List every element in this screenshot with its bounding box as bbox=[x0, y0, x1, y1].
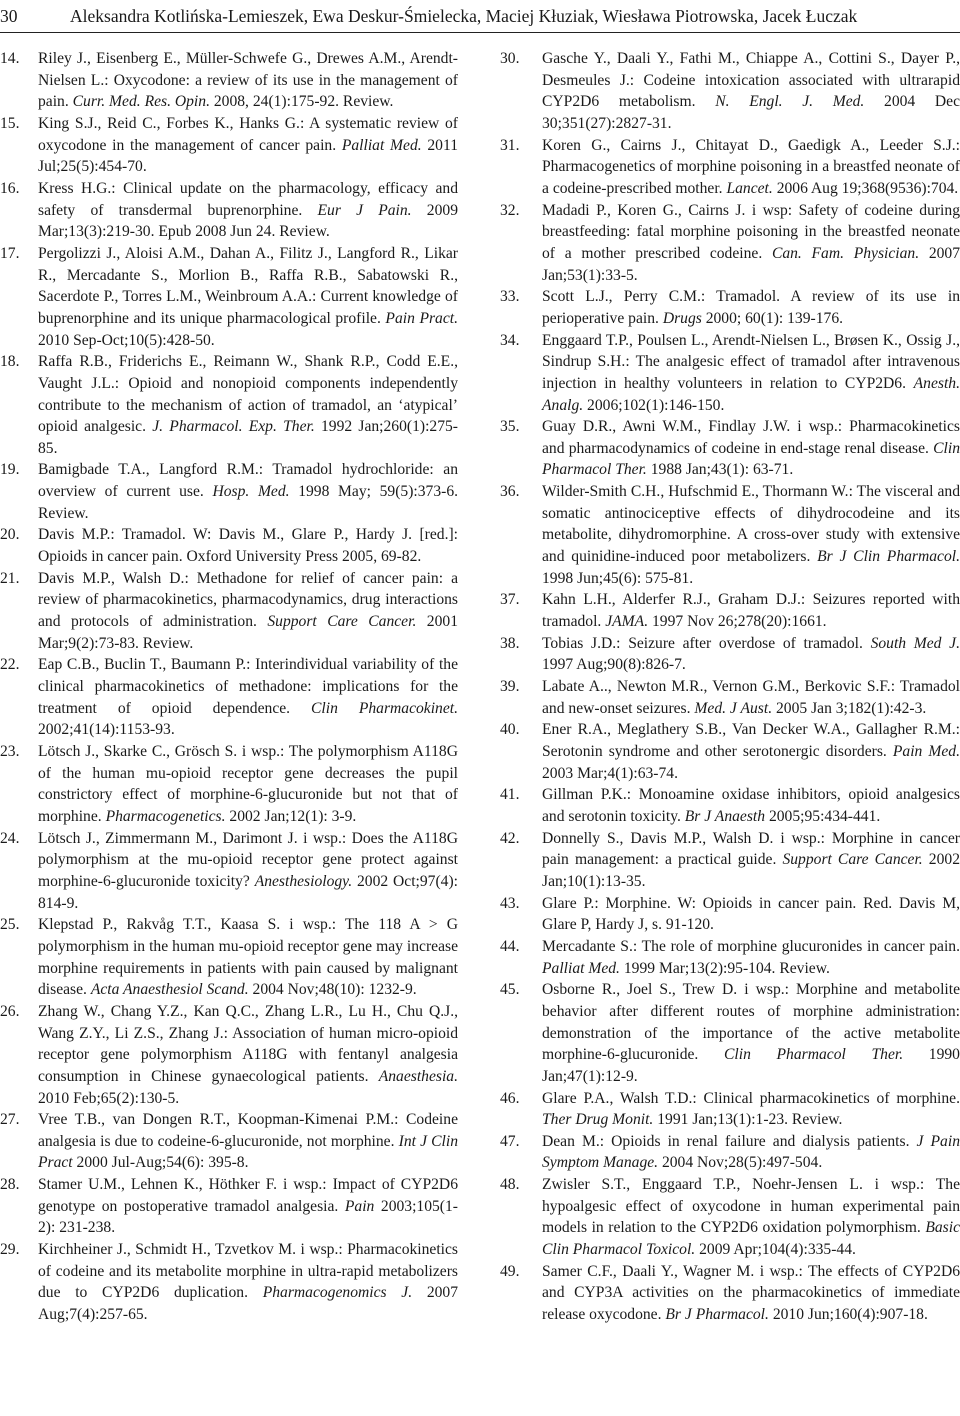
reference-number: 42. bbox=[500, 829, 520, 847]
reference-body: Madadi P., Koren G., Cairns J. i wsp: Safety of codeine during breastfeeding: fatal morphine poisoning in the breastfed neonate of a mother prescribed codeine. bbox=[542, 201, 960, 262]
journal-name: Clin Pharmacol Ther. bbox=[724, 1046, 904, 1064]
reference-text bbox=[542, 676, 960, 719]
reference-number: 45. bbox=[500, 981, 520, 999]
reference-citation: 2003;105(1-2): 231-238. bbox=[38, 1197, 458, 1237]
reference-item bbox=[500, 676, 960, 719]
references-column-right bbox=[500, 48, 960, 1326]
reference-text bbox=[542, 1088, 960, 1131]
journal-name: Acta Anaesthesiol Scand. bbox=[90, 981, 249, 999]
reference-number: 33. bbox=[500, 288, 520, 306]
reference-body: Gasche Y., Daali Y., Fathi M., Chiappe A., Cottini S., Dayer P., Desmeules J.: Codeine intoxication associated with ultrarapid CYP2D6 metabolism. bbox=[542, 50, 960, 111]
reference-number: 36. bbox=[500, 483, 520, 501]
reference-body: Riley J., Eisenberg E., Müller-Schwefe G., Drewes A.M., Arendt-Nielsen L.: Oxycodone: a review of its use in the management of pain. bbox=[38, 50, 458, 111]
journal-name: Clin Pharmacol Ther. bbox=[542, 439, 960, 479]
reference-item bbox=[0, 828, 458, 915]
journal-name: Support Care Cancer. bbox=[782, 851, 923, 869]
reference-body: Raffa R.B., Friderichs E., Reimann W., Shank R.P., Codd E.E., Vaught J.L.: Opioid and nonopioid components independently contribute to the mechanism of action of tramadol, an ‘atypical’ opioid analgesic. bbox=[38, 353, 458, 436]
reference-text bbox=[38, 351, 458, 459]
reference-text bbox=[38, 459, 458, 524]
reference-body: Osborne R., Joel S., Trew D. i wsp.: Morphine and metabolite behavior after different routes of morphine administration: demonstration of the importance of the active metabolite morphine-6-glucuronide. bbox=[542, 981, 960, 1064]
reference-text bbox=[542, 979, 960, 1087]
reference-item bbox=[500, 286, 960, 329]
reference-citation: 2009 Apr;104(4):335-44. bbox=[695, 1241, 856, 1259]
reference-text bbox=[542, 200, 960, 287]
reference-body: Koren G., Cairns J., Chitayat D., Gaedigk A., Leeder S.J.: Pharmacogenetics of morphine poisoning in a breastfed neonate of a codeine-prescribed mother. bbox=[542, 136, 960, 197]
reference-number: 14. bbox=[0, 50, 20, 67]
reference-citation: 1991 Jan;13(1):1-23. Review. bbox=[653, 1111, 843, 1129]
reference-item bbox=[500, 1261, 960, 1326]
reference-citation: 2010 Sep-Oct;10(5):428-50. bbox=[38, 331, 215, 349]
journal-name: Clin Pharmacokinet. bbox=[311, 699, 458, 717]
reference-number: 26. bbox=[0, 1002, 20, 1020]
reference-number: 15. bbox=[0, 114, 20, 132]
reference-item bbox=[500, 330, 960, 417]
running-header bbox=[0, 0, 960, 33]
reference-number: 46. bbox=[500, 1089, 520, 1107]
reference-item bbox=[500, 589, 960, 632]
reference-text bbox=[542, 135, 960, 200]
reference-item bbox=[0, 243, 458, 351]
reference-number: 22. bbox=[0, 656, 20, 674]
journal-name: Ther Drug Monit. bbox=[542, 1111, 654, 1129]
reference-number: 47. bbox=[500, 1132, 520, 1150]
reference-number: 37. bbox=[500, 591, 520, 609]
reference-number: 16. bbox=[0, 179, 20, 197]
reference-item bbox=[0, 459, 458, 524]
reference-item bbox=[500, 979, 960, 1087]
reference-body: King S.J., Reid C., Forbes K., Hanks G.: A systematic review of oxycodone in the management of cancer pain. bbox=[38, 114, 458, 154]
reference-citation: 1988 Jan;43(1): 63-71. bbox=[646, 461, 794, 479]
reference-item bbox=[500, 828, 960, 893]
reference-number: 32. bbox=[500, 201, 520, 219]
journal-name: Palliat Med. bbox=[341, 136, 422, 154]
reference-item bbox=[500, 633, 960, 676]
reference-citation: 2006;102(1):146-150. bbox=[583, 396, 725, 414]
journal-name: Pain bbox=[344, 1197, 375, 1215]
reference-body: Eap C.B., Buclin T., Baumann P.: Interindividual variability of the clinical pharmacokinetics of methadone: implications for the treatment of opioid dependence. bbox=[38, 656, 458, 717]
reference-item bbox=[0, 178, 458, 243]
reference-citation: 2000 Jul-Aug;54(6): 395-8. bbox=[72, 1154, 249, 1172]
reference-text bbox=[542, 330, 960, 417]
reference-number: 31. bbox=[500, 136, 520, 154]
reference-item bbox=[0, 741, 458, 828]
reference-item bbox=[500, 893, 960, 936]
reference-body: Ener R.A., Meglathery S.B., Van Decker W.A., Gallagher R.M.: Serotonin syndrome and other serotonergic disorders. bbox=[542, 721, 960, 760]
reference-item bbox=[500, 1174, 960, 1261]
reference-text bbox=[38, 48, 458, 113]
reference-text bbox=[542, 784, 960, 827]
journal-name: Can. Fam. Physician. bbox=[771, 244, 920, 262]
reference-number: 44. bbox=[500, 937, 520, 955]
reference-citation: 1990 Jan;47(1):12-9. bbox=[542, 1046, 960, 1085]
journal-name: Hosp. Med. bbox=[212, 483, 290, 501]
reference-number: 34. bbox=[500, 331, 520, 349]
reference-body: Wilder-Smith C.H., Hufschmid E., Thormann W.: The visceral and somatic antinociceptive effects of dihydrocodeine and its metabolite, dihydromorphine. A cross-over study with extensive and quinidine-induced poor metabolizers. bbox=[542, 483, 960, 566]
journal-name: South Med J. bbox=[870, 634, 960, 652]
journal-name: J Pain Symptom Manage. bbox=[542, 1132, 960, 1172]
reference-body: Guay D.R., Awni W.M., Findlay J.W. i wsp.: Pharmacokinetics and pharmacodynamics of codeine in end-stage renal disease. bbox=[542, 418, 960, 457]
journal-name: Pharmacogenetics. bbox=[105, 807, 226, 825]
reference-citation: 1998 Jun;45(6): 575-81. bbox=[542, 569, 694, 587]
reference-body: Labate A.., Newton M.R., Vernon G.M., Berkovic S.F.: Tramadol and new-onset seizures. bbox=[542, 678, 960, 717]
reference-citation: 1992 Jan;260(1):275-85. bbox=[38, 418, 459, 457]
reference-body: Dean M.: Opioids in renal failure and dialysis patients. bbox=[542, 1132, 917, 1150]
reference-citation: 2004 Nov;48(10): 1232-9. bbox=[248, 981, 417, 999]
reference-citation: 2010 Jun;160(4):907-18. bbox=[768, 1306, 928, 1324]
reference-text bbox=[542, 1174, 960, 1261]
reference-text bbox=[542, 1131, 960, 1174]
reference-text bbox=[542, 589, 960, 632]
reference-body: Pergolizzi J., Aloisi A.M., Dahan A., Filitz J., Langford R., Likar R., Mercadante S., Morlion B., Raffa R.B., Sabatowski R., Sacerdote P., Torres L.M., Weinbroum A.A.: Current knowledge of buprenorphine and its unique pharmacological profile. bbox=[38, 244, 458, 327]
reference-citation: 2005;95:434-441. bbox=[765, 807, 881, 825]
reference-number: 39. bbox=[500, 678, 520, 696]
journal-name: Curr. Med. Res. Opin. bbox=[72, 93, 210, 111]
reference-citation: 2010 Feb;65(2):130-5. bbox=[38, 1089, 180, 1107]
reference-number: 41. bbox=[500, 786, 520, 804]
reference-number: 21. bbox=[0, 569, 20, 587]
journal-name: Anesth. Analg. bbox=[542, 374, 960, 414]
reference-citation: 2002 Jan;12(1): 3-9. bbox=[225, 807, 357, 825]
reference-citation: 2001 Mar;9(2):73-83. Review. bbox=[38, 613, 458, 652]
reference-citation: 2002 Oct;97(4): 814-9. bbox=[38, 872, 458, 912]
reference-item bbox=[0, 1109, 458, 1174]
header-authors: Aleksandra Kotlińska-Lemieszek, Ewa Deskur-Śmielecka, Maciej Kłuziak, Wiesława Piotrowska, Jacek Łuczak bbox=[70, 5, 858, 26]
reference-text bbox=[38, 654, 458, 741]
reference-text bbox=[38, 113, 458, 178]
reference-body: Mercadante S.: The role of morphine glucuronides in cancer pain. bbox=[542, 937, 960, 955]
reference-text bbox=[542, 48, 960, 135]
journal-name: Pharmacogenomics J. bbox=[262, 1284, 413, 1302]
reference-number: 40. bbox=[500, 721, 520, 739]
reference-body: Gillman P.K.: Monoamine oxidase inhibitors, opioid analgesics and serotonin toxicity. bbox=[542, 786, 960, 825]
reference-text bbox=[542, 893, 960, 936]
reference-number: 38. bbox=[500, 634, 520, 652]
reference-citation: 2006 Aug 19;368(9536):704. bbox=[772, 179, 959, 197]
journal-name: Basic Clin Pharmacol Toxicol. bbox=[542, 1219, 960, 1259]
reference-number: 17. bbox=[0, 244, 20, 262]
reference-item bbox=[0, 1174, 458, 1239]
reference-citation: 1997 Aug;90(8):826-7. bbox=[542, 656, 686, 674]
reference-body: Vree T.B., van Dongen R.T., Koopman-Kimenai P.M.: Codeine analgesia is due to codeine-6-glucuronide, not morphine. bbox=[38, 1111, 458, 1150]
reference-body: Lötsch J., Zimmermann M., Darimont J. i wsp.: Does the A118G polymorphism at the mu-opioid receptor gene protect against morphine-6-glucuronide toxicity? bbox=[38, 829, 458, 890]
journal-name: Support Care Cancer. bbox=[267, 613, 417, 631]
reference-text bbox=[542, 719, 960, 784]
reference-body: Kirchheiner J., Schmidt H., Tzvetkov M. i wsp.: Pharmacokinetics of codeine and its metabolite morphine in ultra-rapid metabolizers due to CYP2D6 duplication. bbox=[38, 1241, 458, 1302]
reference-number: 20. bbox=[0, 526, 20, 544]
reference-citation: 2011 Jul;25(5):454-70. bbox=[38, 136, 458, 176]
reference-item bbox=[500, 784, 960, 827]
reference-item bbox=[0, 113, 458, 178]
reference-item bbox=[500, 135, 960, 200]
journal-name: Med. J Aust. bbox=[694, 699, 773, 717]
reference-text bbox=[38, 568, 458, 655]
reference-text bbox=[38, 1174, 458, 1239]
reference-text bbox=[38, 828, 458, 915]
reference-body: Stamer U.M., Lehnen K., Höthker F. i wsp.: Impact of CYP2D6 genotype on postoperative tramadol analgesia. bbox=[38, 1176, 458, 1215]
reference-number: 18. bbox=[0, 353, 20, 371]
journal-name: Palliat Med. bbox=[542, 959, 620, 977]
reference-text bbox=[38, 1001, 458, 1109]
reference-text bbox=[38, 524, 458, 567]
reference-body: Zwisler S.T., Enggaard T.P., Noehr-Jensen L. i wsp.: The hypoalgesic effect of oxycodone in human experimental pain models in relation to the CYP2D6 oxidation polymorphism. bbox=[542, 1176, 960, 1237]
reference-citation: 2002 Jan;10(1):13-35. bbox=[542, 851, 960, 890]
reference-body: Glare P.A., Walsh T.D.: Clinical pharmacokinetics of morphine. bbox=[542, 1089, 960, 1107]
reference-item bbox=[500, 1088, 960, 1131]
page-number: 30 bbox=[0, 5, 18, 26]
journal-name: Anesthesiology. bbox=[254, 872, 353, 890]
reference-number: 48. bbox=[500, 1176, 520, 1194]
reference-body: Samer C.F., Daali Y., Wagner M. i wsp.: The effects of CYP2D6 and CYP3A activities on the pharmacokinetics of immediate release oxycodone. bbox=[542, 1262, 960, 1324]
reference-citation: 2004 Nov;28(5):497-504. bbox=[658, 1154, 823, 1172]
journal-name: Pain Pract. bbox=[385, 309, 458, 327]
reference-number: 49. bbox=[500, 1262, 520, 1280]
reference-citation: 2007 Jan;53(1):33-5. bbox=[542, 244, 960, 284]
journal-name: J. Pharmacol. Exp. Ther. bbox=[152, 418, 315, 436]
journal-name: Int J Clin Pract bbox=[38, 1132, 458, 1172]
reference-item bbox=[0, 568, 458, 655]
reference-text bbox=[542, 936, 960, 979]
reference-number: 25. bbox=[0, 916, 20, 934]
reference-body: Lötsch J., Skarke C., Grösch S. i wsp.: The polymorphism A118G of the human mu-opioid receptor gene decreases the pupil constrictory effect of morphine-6-glucuronide but not that of morphine. bbox=[38, 743, 458, 825]
reference-text bbox=[542, 286, 960, 329]
reference-text bbox=[38, 243, 458, 351]
reference-number: 24. bbox=[0, 829, 20, 847]
reference-citation: 2005 Jan 3;182(1):42-3. bbox=[772, 699, 927, 717]
reference-citation: 2003 Mar;4(1):63-74. bbox=[542, 764, 678, 782]
reference-text bbox=[38, 1109, 458, 1174]
reference-citation: 2000; 60(1): 139-176. bbox=[701, 309, 844, 327]
reference-text bbox=[38, 741, 458, 828]
reference-number: 30. bbox=[500, 50, 520, 67]
reference-item bbox=[0, 524, 458, 567]
reference-citation: 1999 Mar;13(2):95-104. Review. bbox=[619, 959, 830, 977]
reference-number: 35. bbox=[500, 418, 520, 436]
reference-body: Kahn L.H., Alderfer R.J., Graham D.J.: Seizures reported with tramadol. bbox=[542, 591, 960, 631]
reference-number: 27. bbox=[0, 1111, 20, 1129]
reference-item bbox=[500, 719, 960, 784]
reference-item bbox=[0, 914, 458, 1001]
reference-text bbox=[38, 1239, 458, 1326]
reference-item bbox=[500, 200, 960, 287]
reference-citation: 2009 Mar;13(3):219-30. Epub 2008 Jun 24. Review. bbox=[38, 201, 458, 241]
reference-text bbox=[38, 914, 458, 1001]
journal-name: Anaesthesia. bbox=[378, 1067, 458, 1085]
reference-text bbox=[542, 416, 960, 481]
reference-body: Kress H.G.: Clinical update on the pharmacology, efficacy and safety of transdermal buprenorphine. bbox=[38, 179, 458, 219]
reference-number: 19. bbox=[0, 461, 20, 479]
reference-item bbox=[0, 48, 458, 113]
reference-item bbox=[0, 1001, 458, 1109]
reference-text bbox=[542, 1261, 960, 1326]
reference-citation: 2004 Dec 30;351(27):2827-31. bbox=[542, 93, 960, 132]
journal-name: Br J Pharmacol. bbox=[665, 1306, 769, 1324]
reference-item bbox=[0, 1239, 458, 1326]
reference-item bbox=[500, 48, 960, 135]
reference-item bbox=[500, 1131, 960, 1174]
journal-name: N. Engl. J. Med. bbox=[715, 93, 865, 111]
reference-body: Klepstad P., Rakvåg T.T., Kaasa S. i wsp.: The 118 A > G polymorphism in the human mu-opioid receptor gene may increase morphine requirements in patients with pain caused by malignant disease. bbox=[38, 916, 458, 999]
reference-body: Zhang W., Chang Y.Z., Kan Q.C., Zhang L.R., Lu H., Chu Q.J., Wang Z.Y., Li Z.S., Zhang J.: Association of human micro-opioid receptor gene polymorphism A118G with fentanyl analgesia consumption in Chinese gynaecological patients. bbox=[38, 1002, 458, 1085]
journal-name: Br J Anaesth bbox=[684, 807, 766, 825]
reference-body: Davis M.P.: Tramadol. W: Davis M., Glare P., Hardy J. [red.]: Opioids in cancer pain. Oxford University Press 2005, 69-82. bbox=[38, 526, 458, 566]
reference-item bbox=[500, 481, 960, 589]
reference-number: 43. bbox=[500, 894, 520, 912]
reference-text bbox=[38, 178, 458, 243]
reference-citation: 2007 Aug;7(4):257-65. bbox=[38, 1284, 459, 1324]
journal-name: Drugs bbox=[662, 309, 702, 327]
reference-body: Tobias J.D.: Seizure after overdose of tramadol. bbox=[542, 634, 871, 652]
reference-body: Enggaard T.P., Poulsen L., Arendt-Nielsen L., Brøsen K., Ossig J., Sindrup S.H.: The analgesic effect of tramadol after intravenous injection in healthy volunteers in relation to CYP2D6. bbox=[542, 331, 960, 392]
journal-name: Eur J Pain. bbox=[317, 201, 412, 219]
reference-text bbox=[542, 633, 960, 676]
reference-item bbox=[0, 351, 458, 459]
reference-body: Glare P.: Morphine. W: Opioids in cancer pain. Red. Davis M, Glare P, Hardy J, s. 91-120. bbox=[542, 894, 960, 934]
reference-text bbox=[542, 828, 960, 893]
reference-item bbox=[500, 416, 960, 481]
reference-citation: 2002;41(14):1153-93. bbox=[38, 721, 175, 739]
reference-number: 23. bbox=[0, 743, 20, 760]
reference-body: Bamigbade T.A., Langford R.M.: Tramadol hydrochloride: an overview of current use. bbox=[38, 461, 458, 501]
reference-item bbox=[500, 936, 960, 979]
reference-body: Donnelly S., Davis M.P., Walsh D. i wsp.: Morphine in cancer pain management: a practical guide. bbox=[542, 829, 960, 869]
reference-number: 29. bbox=[0, 1241, 20, 1259]
reference-number: 28. bbox=[0, 1176, 20, 1194]
references-column-left bbox=[0, 48, 458, 1326]
reference-text bbox=[542, 481, 960, 589]
journal-name: Pain Med. bbox=[892, 743, 960, 760]
reference-citation: 1997 Nov 26;278(20):1661. bbox=[648, 613, 827, 631]
journal-name: JAMA. bbox=[605, 613, 649, 631]
reference-body: Scott L.J., Perry C.M.: Tramadol. A review of its use in perioperative pain. bbox=[542, 288, 960, 327]
reference-item bbox=[0, 654, 458, 741]
journal-name: Br J Clin Pharmacol. bbox=[817, 548, 960, 566]
reference-citation: 1998 May; 59(5):373-6. Review. bbox=[38, 483, 459, 522]
journal-name: Lancet. bbox=[726, 179, 773, 197]
reference-body: Davis M.P., Walsh D.: Methadone for relief of cancer pain: a review of pharmacokinetics, pharmacodynamics, drug interactions and protocols of administration. bbox=[38, 569, 458, 631]
reference-citation: 2008, 24(1):175-92. Review. bbox=[209, 93, 394, 111]
